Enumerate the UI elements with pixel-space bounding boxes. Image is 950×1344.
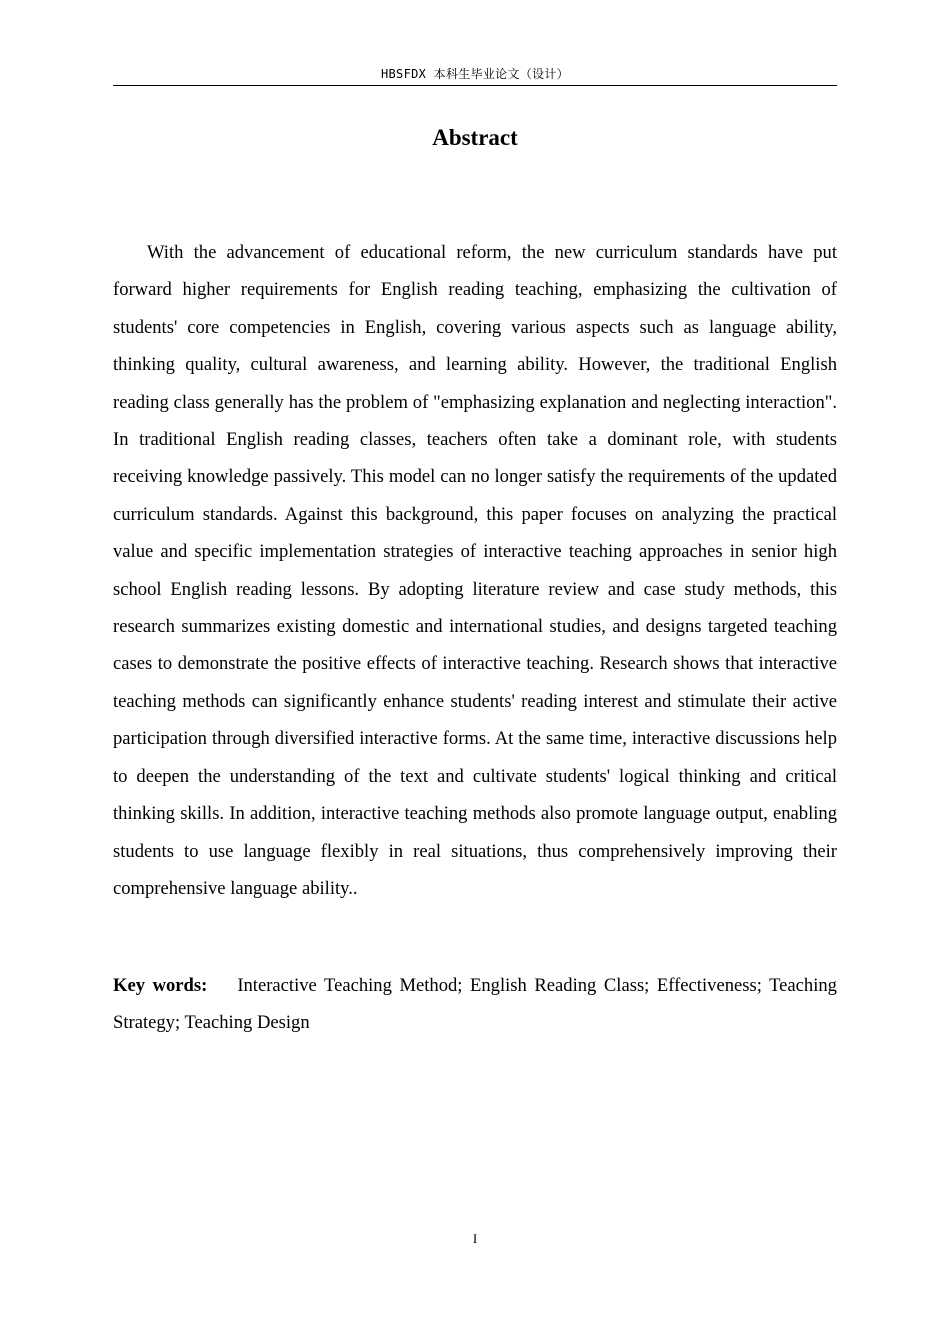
keywords-list: Interactive Teaching Method; English Reading Class; Effectiveness; Teaching Strategy; Teaching Design: [113, 975, 837, 1033]
running-header: HBSFDX 本科生毕业论文（设计）: [381, 67, 569, 81]
abstract-body: With the advancement of educational reform, the new curriculum standards have put forward higher requirements for English reading teaching, emphasizing the cultivation of students' core competencies in English, covering various aspects such as language ability, thinking quality, cultural awareness, and learning ability. However, the traditional English reading class generally has the problem of "emphasizing explanation and neglecting interaction". In traditional English reading classes, teachers often take a dominant role, with students receiving knowledge passively. This model can no longer satisfy the requirements of the updated curriculum standards. Against this background, this paper focuses on analyzing the practical value and specific implementation strategies of interactive teaching approaches in senior high school English reading lessons. By adopting literature review and case study methods, this research summarizes existing domestic and international studies, and designs targeted teaching cases to demonstrate the positive effects of interactive teaching. Research shows that interactive teaching methods can significantly enhance students' reading interest and stimulate their active participation through diversified interactive forms. At the same time, interactive discussions help to deepen the understanding of the text and cultivate students' logical thinking and critical thinking skills. In addition, interactive teaching methods also promote language output, enabling students to use language flexibly in real situations, thus comprehensively improving their comprehensive language ability..: [113, 242, 837, 899]
keywords-paragraph: [113, 968, 837, 1041]
abstract-title: Abstract: [432, 125, 518, 150]
header-rule: [113, 85, 837, 86]
page-number: I: [472, 1231, 478, 1246]
keywords-label: Key words:: [113, 975, 208, 996]
